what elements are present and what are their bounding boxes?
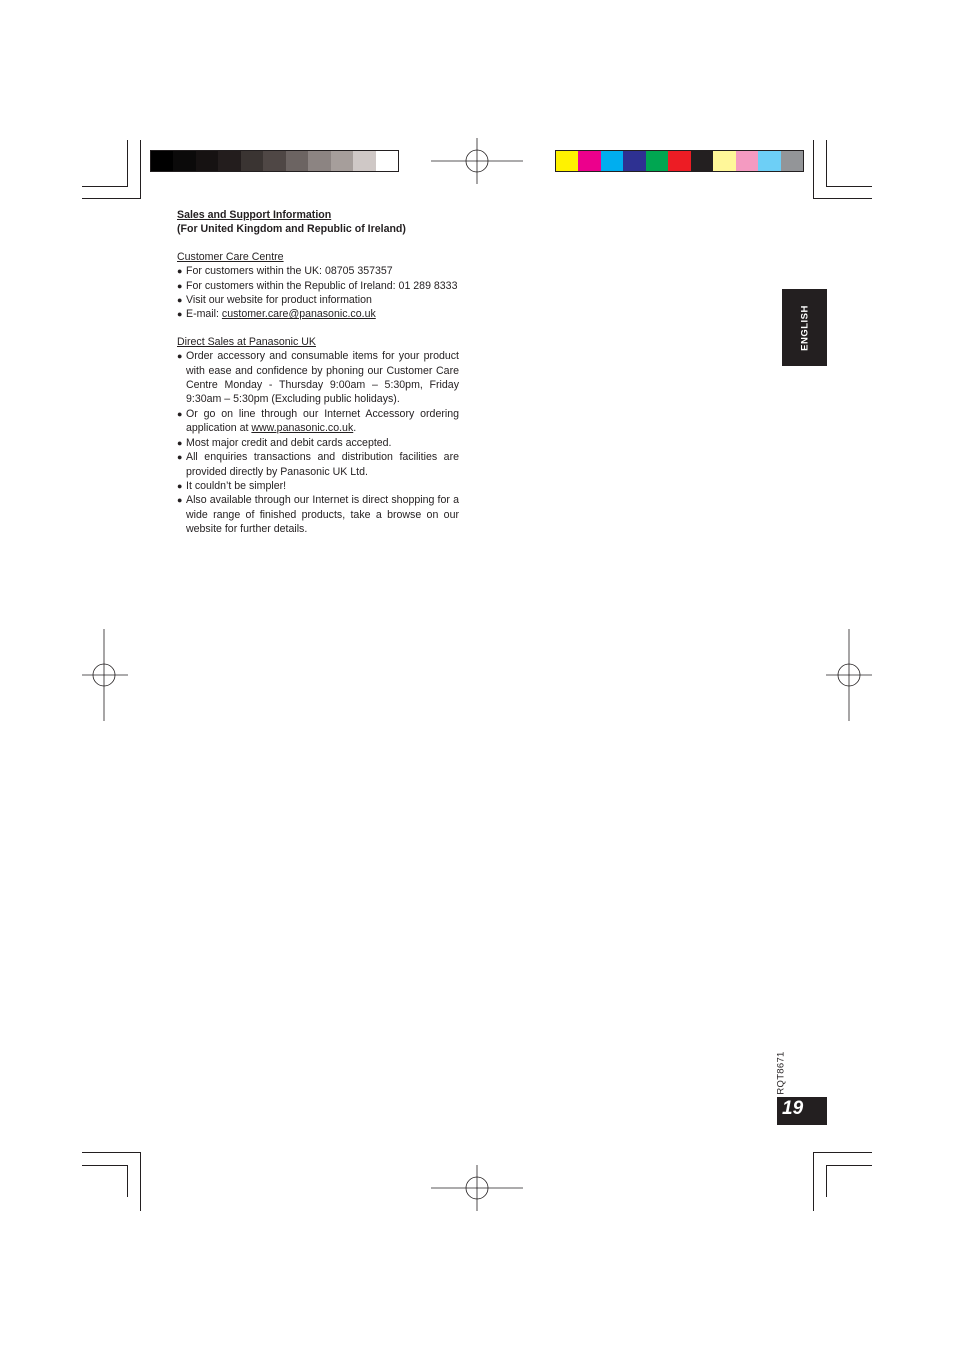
color-swatch: [151, 151, 173, 171]
list-item: [177, 307, 459, 321]
color-swatch: [781, 151, 803, 171]
list-item: [177, 293, 459, 307]
color-swatch: [578, 151, 600, 171]
list-item: [177, 349, 459, 407]
bullet-icon: ●: [177, 495, 183, 506]
list-item-text: Also available through our Internet is direct shopping for a wide range of finished products, take a browse on our website for further details.: [186, 494, 459, 536]
model-code: [770, 1053, 792, 1093]
color-swatch: [623, 151, 645, 171]
crop-mark: [813, 1152, 814, 1211]
bullet-icon: ●: [177, 309, 183, 320]
bullet-icon: ●: [177, 480, 183, 491]
color-swatch: [353, 151, 375, 171]
page-number-label: 19: [782, 1098, 804, 1119]
crop-mark: [813, 198, 872, 199]
list-item: [177, 436, 459, 450]
crop-mark: [82, 186, 128, 187]
list-item: [177, 450, 459, 479]
color-calibration-bar: [555, 150, 804, 172]
registration-mark-bottom: [431, 1165, 523, 1211]
bullet-icon: ●: [177, 437, 183, 448]
bullet-icon: ●: [177, 280, 183, 291]
color-swatch: [173, 151, 195, 171]
color-swatch: [646, 151, 668, 171]
color-swatch: [241, 151, 263, 171]
crop-mark: [127, 1165, 128, 1197]
color-swatch: [736, 151, 758, 171]
color-swatch: [331, 151, 353, 171]
crop-mark: [127, 140, 128, 187]
bullet-icon: ●: [177, 295, 183, 306]
color-swatch: [218, 151, 240, 171]
crop-mark: [82, 1152, 141, 1153]
section-title: Sales and Support Information: [177, 209, 332, 221]
list-item-text: Most major credit and debit cards accepted.: [186, 436, 392, 449]
list-item: [177, 264, 459, 278]
list-item-text: For customers within the Republic of Ireland: 01 289 8333: [186, 279, 458, 292]
registration-mark-right: [826, 629, 872, 721]
color-swatch: [758, 151, 780, 171]
email-label: E-mail:: [186, 308, 222, 321]
direct-sales-list: [177, 349, 459, 536]
model-code-label: RQT8671: [775, 1051, 787, 1095]
language-tab-label: ENGLISH: [799, 304, 810, 351]
bullet-icon: ●: [177, 266, 183, 277]
list-item-text: Or go on line through our Internet Accessory ordering application at: [186, 407, 459, 435]
color-swatch: [376, 151, 398, 171]
grayscale-calibration-bar: [150, 150, 399, 172]
list-item-suffix: .: [353, 422, 357, 435]
list-item: [177, 479, 459, 493]
bullet-icon: ●: [177, 351, 183, 362]
crop-mark: [140, 140, 141, 199]
page-number: [777, 1097, 827, 1125]
crop-mark: [826, 1165, 827, 1197]
email-link[interactable]: customer.care@panasonic.co.uk: [221, 308, 376, 321]
crop-mark: [140, 1152, 141, 1211]
list-item-text: All enquiries transactions and distribution facilities are provided directly by Panasonic UK Ltd.: [186, 451, 459, 478]
direct-sales-heading: Direct Sales at Panasonic UK: [177, 335, 316, 348]
list-item: [177, 279, 459, 293]
list-item-text: Order accessory and consumable items for your product with ease and confidence by phoning our Customer Care Centre Monday - Thursday 9:00am – 5:30pm, Friday 9:30am – 5:30pm (Excluding public holidays).: [186, 350, 459, 406]
crop-mark: [826, 140, 827, 187]
color-swatch: [196, 151, 218, 171]
list-item: [177, 407, 459, 436]
color-swatch: [286, 151, 308, 171]
customer-care-list: [177, 264, 459, 322]
color-swatch: [263, 151, 285, 171]
color-swatch: [601, 151, 623, 171]
color-swatch: [668, 151, 690, 171]
color-swatch: [713, 151, 735, 171]
crop-mark: [813, 1152, 872, 1153]
list-item-text: For customers within the UK: 08705 357357: [186, 265, 393, 278]
crop-mark: [813, 140, 814, 199]
color-swatch: [556, 151, 578, 171]
customer-care-heading: Customer Care Centre: [177, 250, 284, 263]
crop-mark: [826, 1165, 872, 1166]
crop-mark: [82, 1165, 128, 1166]
color-swatch: [691, 151, 713, 171]
registration-mark-left: [82, 629, 128, 721]
color-swatch: [308, 151, 330, 171]
bullet-icon: ●: [177, 408, 183, 419]
language-tab: [782, 289, 827, 366]
list-item-text: Visit our website for product information: [186, 294, 372, 307]
section-subtitle: (For United Kingdom and Republic of Ireland): [177, 223, 406, 236]
list-item: [177, 493, 459, 536]
crop-mark: [826, 186, 872, 187]
crop-mark: [82, 198, 141, 199]
registration-mark-top: [431, 138, 523, 184]
website-link[interactable]: www.panasonic.co.uk: [251, 422, 354, 435]
sales-support-section: [177, 208, 459, 537]
list-item-text: It couldn’t be simpler!: [186, 479, 287, 492]
bullet-icon: ●: [177, 452, 183, 463]
